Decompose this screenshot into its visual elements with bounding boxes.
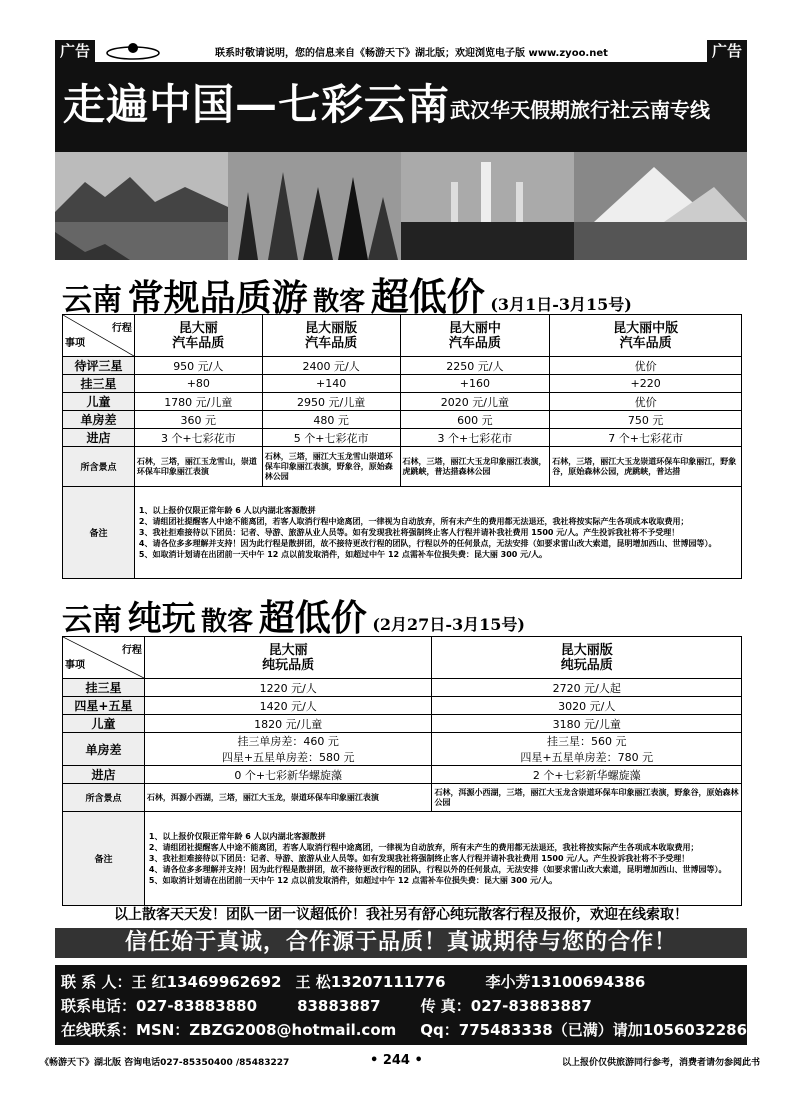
- magazine-logo-icon: [103, 42, 163, 60]
- top-note: 联系时敬请说明，您的信息来自《畅游天下》湖北版；欢迎浏览电子版 www.zyoo.net: [215, 48, 608, 59]
- section2-dates: (2月27日-3月15号): [372, 615, 525, 634]
- column-header: 昆大丽中 汽车品质: [400, 315, 550, 357]
- top-bar: [55, 40, 747, 62]
- slogan-line: 以上散客天天发！团队一团一议超低价！我社另有舒心纯玩散客行程及报价，欢迎在线索取！: [114, 907, 688, 923]
- diagonal-line-icon: [63, 637, 144, 678]
- slogan-banner: 信任始于真诚，合作源于品质！真诚期待与您的合作！: [55, 928, 747, 958]
- contact-person: 王 松13207111776: [295, 973, 446, 991]
- table-row: 待评三星 950 元/人 2400 元/人 2250 元/人 优价: [63, 357, 742, 375]
- msn-contact: MSN：ZBZG2008@hotmail.com: [136, 1021, 397, 1039]
- fax-label: 传 真：: [420, 997, 471, 1015]
- column-header: 昆大丽 纯玩品质: [144, 637, 432, 679]
- section2-big: 超低价: [258, 597, 367, 639]
- section2-prefix: 云南: [62, 603, 122, 638]
- column-header: 昆大丽中版 汽车品质: [550, 315, 742, 357]
- column-header: 昆大丽版 纯玩品质: [432, 637, 742, 679]
- section2-title: [62, 590, 525, 641]
- section1-dates: (3月1日-3月15号): [490, 295, 632, 314]
- table-row: 儿童 1780 元/儿童 2950 元/儿童 2020 元/儿童 优价: [63, 393, 742, 411]
- online-label: 在线联系：: [61, 1021, 137, 1039]
- diagonal-line-icon: [63, 315, 134, 356]
- corner-top: 行程: [111, 322, 132, 334]
- table-row-notes: 备注 1、以上报价仅限正常年龄 6 人以内湖北客源散拼 2、请组团社提醒客人中途不能离团，若客人取消行程中途离团，一律视为自动放弃，所有未产生的费用都无法退还，我社将按实际产生各项成本收取费用； 3、我社拒难接待以下团员：记者、导游、旅游从业人员等。如有发现我社将强制终止客人行程并请补我社费用 1500 元/人。产生投诉我社将不予受理！ 4、请各位多多理解并支持！因为此行程是散拼团，故不接待更改行程的团队，行程以外的任何景点，无法安排（如要求雷山改大索道，昆明增加西山、世博园等）。 5、如取消计划请在出团前一天中午 12 点以前发取消件，如超过中午 12 点需补车位损失费：昆大丽 300 元/人。: [63, 487, 742, 579]
- phone-number: 83883887: [297, 997, 381, 1015]
- stone-forest-photo: [228, 152, 401, 260]
- snow-mountain-photo: [574, 152, 747, 260]
- table-row: 儿童 1820 元/儿童 3180 元/儿童: [63, 715, 742, 733]
- contact-person: 李小芳13100694386: [485, 973, 646, 991]
- section1-prefix: 云南: [62, 283, 122, 318]
- contact-label: 联 系 人：: [61, 973, 132, 991]
- contact-person: 王 红13469962692: [131, 973, 282, 991]
- qq-contact: Qq：775483338（已满）请加1056032286: [420, 1021, 748, 1039]
- section1-mid: 散客: [313, 287, 366, 317]
- section1-big: 超低价: [370, 274, 485, 319]
- table-row: 挂三星 +80 +140 +160 +220: [63, 375, 742, 393]
- table-corner: [63, 637, 145, 679]
- banner-title: 走遍中国—七彩云南: [63, 80, 451, 129]
- phone-label: 联系电话：: [61, 997, 137, 1015]
- table-pure-play-tours: [62, 636, 742, 906]
- table-row-scenic: 所含景点 石林，洱源小西湖，三塔，丽江大玉龙，崇道环保车印象丽江表演 石林，洱源小西湖，三塔，丽江大玉龙含崇道环保车印象丽江表演，野象谷，原始森林公园: [63, 784, 742, 812]
- scenery-photos: [55, 152, 747, 260]
- table-regular-tours: [62, 314, 742, 579]
- contact-block: [55, 965, 747, 1045]
- table-row: 进店 0 个+七彩新华螺旋藻 2 个+七彩新华螺旋藻: [63, 766, 742, 784]
- mountain-lake-photo: [55, 152, 228, 260]
- footer-left: 《畅游天下》湖北版 咨询电话027-85350400 /85483227: [40, 1058, 290, 1068]
- table-row-scenic: 所含景点 石林，三塔，丽江玉龙雪山，崇道环保车印象丽江表演 石林，三塔，丽江大玉龙雪山崇道环保车印象丽江表演，野象谷，原始森林公园 石林，三塔，丽江大玉龙印象丽江表演，虎跳峡，普达措森林公园 石林，三塔，丽江大玉龙崇道环保车印象丽江，野象谷，原始森林公园，虎跳峡，普达措: [63, 447, 742, 487]
- table-row: 单房差 360 元 480 元 600 元 750 元: [63, 411, 742, 429]
- table-row: 进店 3 个+七彩花市 5 个+七彩花市 3 个+七彩花市 7 个+七彩花市: [63, 429, 742, 447]
- corner-bottom: 事项: [65, 659, 85, 671]
- fax-number: 027-83883887: [470, 997, 592, 1015]
- corner-top: 行程: [121, 644, 142, 656]
- column-header: 昆大丽 汽车品质: [134, 315, 262, 357]
- ad-label-right: 广告: [707, 40, 747, 62]
- page-number: • 244 •: [370, 1053, 423, 1068]
- table-corner: [63, 315, 135, 357]
- table-row: 挂三星 1220 元/人 2720 元/人起: [63, 679, 742, 697]
- table-row: 单房差 挂三单房差：460 元 四星+五星单房差：580 元 挂三星：560 元 四星+五星单房差：780 元: [63, 733, 742, 766]
- title-banner: [55, 62, 747, 152]
- banner-subtitle: 武汉华天假期旅行社云南专线: [450, 98, 710, 122]
- ad-label-left: 广告: [55, 40, 95, 62]
- section1-title: [62, 266, 632, 321]
- table-row-notes: 备注 1、以上报价仅限正常年龄 6 人以内湖北客源散拼 2、请组团社提醒客人中途不能离团，若客人取消行程中途离团，一律视为自动放弃，所有未产生的费用都无法退还，我社将按实际产生各项成本收取费用； 3、我社拒难接待以下团员：记者、导游、旅游从业人员等。如有发现我社将强制终止客人行程并请补我社费用 1500 元/人。产生投诉我社将不予受理！ 4、请各位多多理解并支持！因为此行程是散拼团，故不接待更改行程的团队，行程以外的任何景点，无法安排（如要求雷山改大索道，昆明增加西山、世博园等）。 5、如取消计划请在出团前一天中午 12 点以前发取消件，如超过中午 12 点需补车位损失费：昆大丽 300 元/人。: [63, 812, 742, 906]
- footer-right: 以上报价仅供旅游同行参考，消费者请勿参阅此书: [561, 1058, 760, 1068]
- phone-number: 027-83883880: [136, 997, 258, 1015]
- section2-mid: 散客: [201, 607, 254, 637]
- table-row: 四星+五星 1420 元/人 3020 元/人: [63, 697, 742, 715]
- section2-highlight: 纯玩: [127, 599, 196, 639]
- three-pagodas-photo: [401, 152, 574, 260]
- corner-bottom: 事项: [65, 337, 85, 349]
- column-header: 昆大丽版 汽车品质: [262, 315, 400, 357]
- section1-highlight: 常规品质游: [127, 277, 308, 319]
